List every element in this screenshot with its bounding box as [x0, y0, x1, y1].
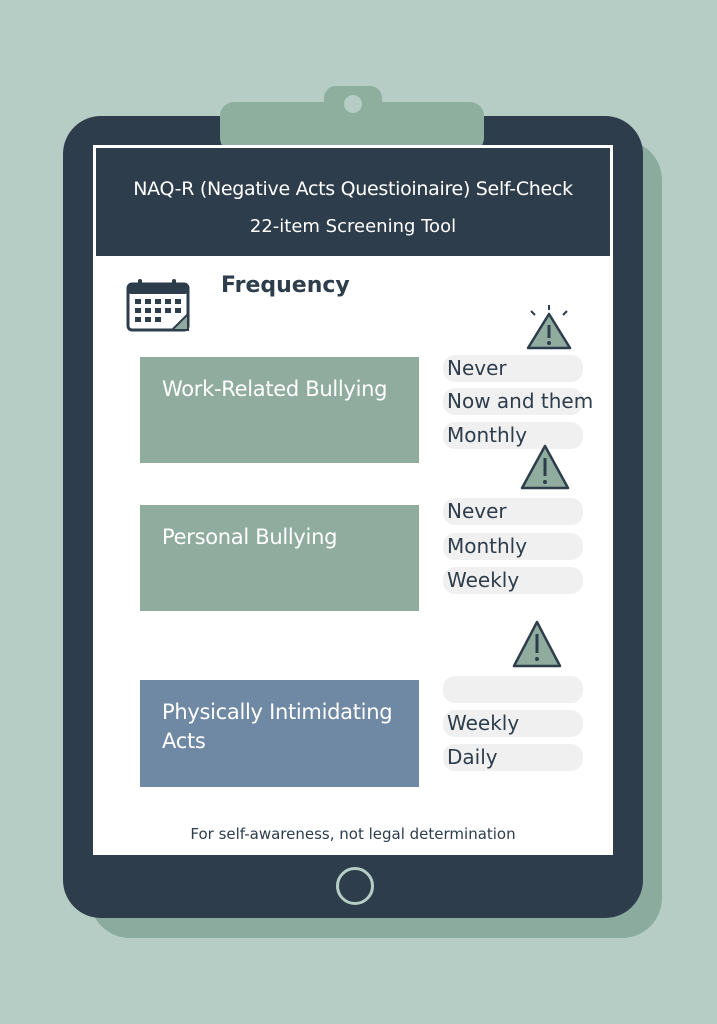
warning-triangle-icon: [519, 443, 571, 491]
option-physical-3[interactable]: Daily: [443, 744, 583, 771]
category-label: Physically Intimidating Acts: [162, 700, 393, 753]
option-work-3[interactable]: Monthly: [443, 422, 583, 449]
option-physical-2[interactable]: Weekly: [443, 710, 583, 737]
option-personal-1[interactable]: Never: [443, 498, 583, 525]
option-work-1[interactable]: Never: [443, 355, 583, 382]
warning-triangle-icon: [523, 303, 575, 351]
clipboard-clip-hole: [344, 95, 362, 113]
category-work-related-bullying[interactable]: [140, 357, 419, 463]
option-physical-1[interactable]: [443, 676, 583, 703]
page-subtitle: 22-item Screening Tool: [249, 216, 457, 237]
option-personal-2[interactable]: Monthly: [443, 533, 583, 560]
category-label: Personal Bullying: [162, 525, 338, 549]
calendar-icon: [126, 278, 192, 334]
home-button-icon[interactable]: [336, 867, 374, 905]
header-banner: [96, 148, 610, 256]
screen: [93, 145, 613, 855]
disclaimer-text: For self-awareness, not legal determination: [190, 825, 516, 843]
page-title: NAQ-R (Negative Acts Questioinaire) Self-Check: [133, 178, 573, 200]
warning-triangle-icon: [511, 619, 563, 669]
category-label: Work-Related Bullying: [162, 377, 388, 401]
frequency-label: Frequency: [221, 273, 350, 298]
category-personal-bullying[interactable]: [140, 505, 419, 611]
option-personal-3[interactable]: Weekly: [443, 567, 583, 594]
option-work-2[interactable]: Now and them: [443, 388, 583, 415]
category-physically-intimidating-acts[interactable]: [140, 680, 419, 787]
